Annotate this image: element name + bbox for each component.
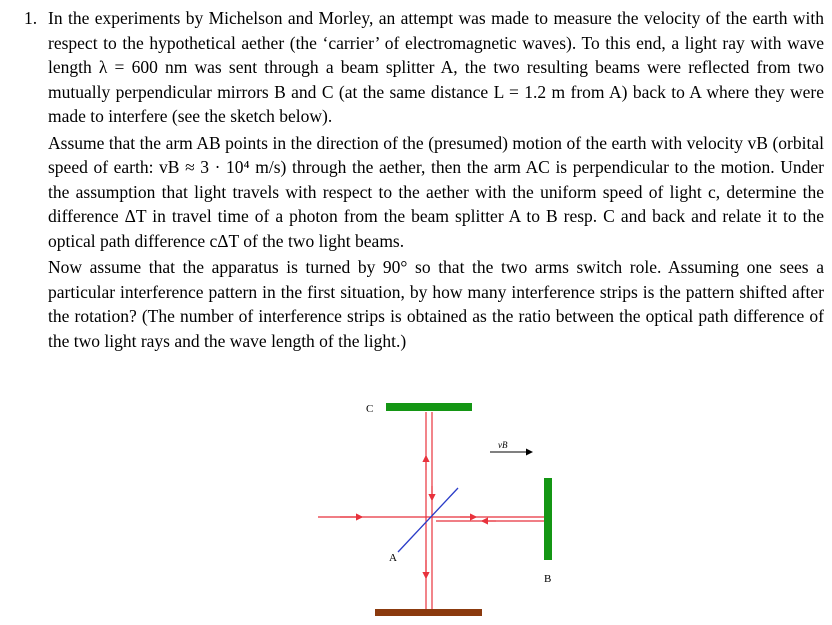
label-mirror-b: B [544, 573, 552, 585]
interferometer-sketch [300, 390, 580, 622]
paragraph-intro: In the experiments by Michelson and Morley, an attempt was made to measure the velocity of the earth with respect to the hypothetical aether (the ‘carrier’ of electromagnetic waves). To this end, a light ray with wave length λ = 600 nm was sent through a beam splitter A, the two resulting beams were reflected from two mutually perpendicular mirrors B and C (at the same distance L = 1.2 m from A) back to A where they were made to interfere (see the sketch below). [48, 8, 824, 126]
detector-screen [375, 609, 482, 616]
problem-number: 1. [24, 8, 38, 28]
label-splitter-a: A [389, 552, 397, 564]
mirror-b [544, 478, 552, 560]
mirror-c [386, 403, 472, 411]
paragraph-task: Assume that the arm AB points in the direction of the (presumed) motion of the earth with velocity vB (orbital speed of earth: vB ≈ 3 · 10⁴ m/s) through the aether, then the arm AC is perpendicular to the motion. Under the assumption that light travels with respect to the aether with the uniform speed of light c, determine the difference ΔT in travel time of a photon from the beam splitter A to B resp. C and back and relate it to the optical path difference cΔT of the two light beams. [48, 132, 824, 251]
label-velocity: vB [498, 440, 508, 450]
beam-splitter-a [398, 488, 458, 552]
light-rays [318, 412, 544, 610]
label-mirror-c: C [366, 403, 374, 415]
paragraph-rotation: Now assume that the apparatus is turned by 90° so that the two arms switch role. Assuming one sees a particular interference pattern in the first situation, by how many interference strips is the pattern shifted after the rotation? (The number of interference strips is obtained as the ratio between the optical path difference of the two light rays and the wave length of the light.) [48, 257, 824, 351]
problem-1 [24, 6, 824, 353]
